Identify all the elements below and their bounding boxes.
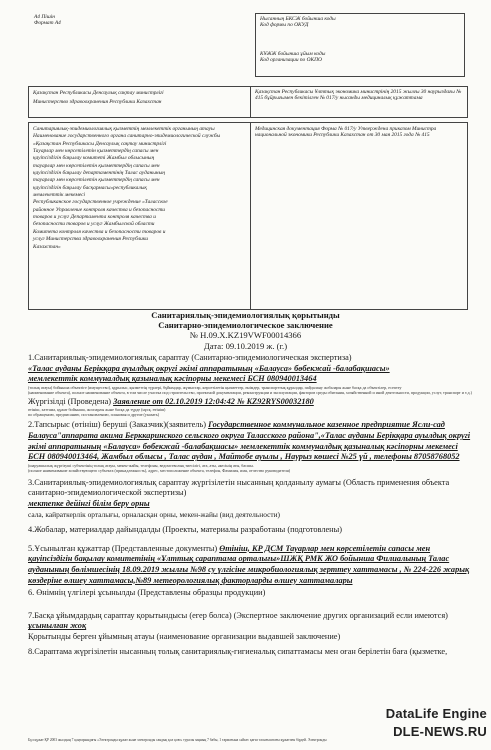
title-ru: Санитарно-эпидемиологическое заключение [158, 320, 333, 331]
s1-note-1: (толық атауы) бойынша объектіге (имущество), құрылыс, қызметтің түрлері, бұйымдар, жүмыстар, көрсетілетін қызметтер, өнімдер, транспорттық құралдар, пайдалану жобалары және басқа да объектілер, есептеу [28, 384, 402, 390]
document-body [28, 353, 474, 658]
ministry-left [28, 86, 251, 118]
organ-line-8: Республиканское государственное учреждение «Таласское [33, 199, 168, 206]
organ-head: Санитариялық-эпидемиологиялық қызметтің мемлекеттік органының атауы [33, 126, 215, 132]
s6-label: 6. Өнімнің үлгілері ұсынылды (Представлены образцы продукции) [28, 588, 266, 598]
organ-line-14: Казахстан» [33, 243, 61, 250]
s1-label: 1.Санитариялық-эпидемиологиялық сараптау (Санитарно-эпидемиологическая экспертиза) [28, 353, 352, 362]
form-label [34, 14, 61, 27]
ministry-right-ru: Медицинская документация Форма № 017/у Утверждена приказом Министра национальной экономики Республики Казахстан от 30 мая 2015 года № 415 [255, 126, 437, 139]
title-date: Дата: 09.10.2019 ж. (г.) [203, 340, 288, 351]
organ-head-ru: Наименование государственного органа санитарно-эпидемиологической службы [33, 133, 221, 140]
watermark-line1: DataLife Engine [385, 706, 487, 721]
s1-reg-value: Заявление от 02.10.2019 12:04:42 № KZ92RYS00032180 [113, 396, 314, 406]
bksj-code: Нысанның БКСЖ бойынша коды [260, 16, 336, 22]
ministry-right [250, 86, 468, 118]
s8-label: 8.Сараптама жүргізілетін нысанның толық санитариялық-гигиеналық сипаттамасы мен оған берілетін баға (қызметке, [28, 647, 448, 657]
s2-value: Государственное коммунальное казенное предприятие Ясли-сад Балауса"аппарата акима Берккаринского сельского округа Таласского района",«Талас ауданы Берікқара ауылдық округі әкімі аппаратының «Балауса» бөбекжай -балабақшасы» мемлекеттік коммуналдық қазыналық кәсіпорны мекемесі БСН 080940013464, Жамбыл облысы , Талас аудан , Майтобе ауылы , Наурыз көшесі №25 үй , телефоны 87058768052 [28, 420, 471, 462]
code-box [255, 13, 465, 77]
organ-line-7: мемлекеттік мекемесі [33, 192, 86, 199]
s2-label: 2.Тапсырыс (өтініш) беруші (Заказчик)(заявитель) [28, 420, 206, 430]
organ-line-13: услуг Министерства здравоохранения Республики [33, 236, 148, 243]
organ-line-12: Комитета контроля качества и безопасности товаров и [33, 228, 166, 235]
s1-reg [28, 397, 474, 408]
s4-label: 4.Жобалар, материалдар дайындалды (Проекты, материалы разработаны (подготовлены) [28, 525, 342, 535]
s3-label: 3.Санитариялық-эпидемиологиялық сараптау жүргізілетін нысанның қолданылу аумағы (Область применения объекта санитарно-эпидемиологической экспертизы) [28, 477, 450, 498]
s7-value: ұсынылған жоқ [28, 621, 87, 631]
s5-label: 5.Ұсынылған құжаттар (Представленные документы) [28, 543, 218, 553]
s1-value-2: мемлекеттік коммуналдық қазыналық кәсіпорны мекемесі БСН 080940013464 [28, 374, 317, 384]
s5 [28, 544, 474, 586]
okpo-code: Код организации по ОКПО [260, 57, 322, 64]
organ-box [28, 122, 251, 310]
watermark-line2: DLE-NEWS.RU [393, 724, 487, 739]
title-number: № Н.09.Х.KZ19VWF00014366 [189, 330, 302, 341]
organ-line-3: тауарлар мен көрсетілетін қызметтердің сапасы мен [33, 162, 160, 169]
organ-line-9: районное Управление контроля качества и безопасности [33, 206, 165, 213]
okud-code: Код формы по ОКУД [260, 22, 309, 29]
s2-note-2: (полное наименование хозяйствующего субъекта (принадлежность), адрес, местоположение объекта, телефон, Фамилия, имя, отчество руководителя) [28, 467, 291, 473]
ministry-left-ru: Министерство здравоохранения Республики Казахстан [33, 99, 162, 106]
title-kz: Санитариялық-эпидемиологиялық қорытынды [151, 310, 340, 320]
s3-note: сала, кайраткерлік орталығы, орналасқан орны, мекен-жайы (вид деятельности) [28, 509, 280, 519]
s1-reg-note-1: өтініш, хаттама, құжат бойынша, жоспарлы және басқа да түрде (нұсқ. өтініш) [28, 407, 166, 413]
s5-value: Өтініш, КР ДСМ Тауарлар мен көрсетілетін сапасы мен қауіпсіздігін бақылау комитетінің «Ұлттық сараптама орталығы»ШЖҚ РМК ЖО бойынша Филиалының Талас ауданының бөлімшесінің 18.09.2019 жылғы №98 су үлгісіне микробиологиялық зерттеу хаттамасы , № 224-226 жарық көздеріне өлшеу хаттамасы,№89 метеорологиялық факторларды өлшеу хаттамалары [28, 543, 470, 585]
ministry-right-kz: Қазақстан Республикасы Ұлттық экономика министрінің 2015 жылғы 30 наурыздағы № 415 бұйрығымен бекітілген № 017/у нысанды медициналық құжаттама [255, 89, 462, 102]
footer-note: Бұл құжат ҚР 2003 жылдың 7 қаңтарындағы «Электронды құжат және электронды сандық қол қою» туралы заңның 7 бабы, 1 тармағына сәйкес қағаз тасығыштағы құжатпен бірдей. Электронды [28, 738, 327, 742]
s7-label: 7.Басқа ұйымдардың сараптау қорытындысы (егер болса) (Экспертное заключение других организаций если имеются) [28, 610, 448, 620]
organ-line-6: қауіпсіздігін бақылау басқармасы»республикалық [33, 184, 147, 191]
kujj-code: КҰЖЖ бойынша ұйым коды [260, 50, 326, 57]
s2-note-1: (шаруашылық жүргізуші субъектінің толық атауы, мекен-жайы, телефоны, ведомстволық тиесілігі, ата, аты, әкесінің аты, басшы. [28, 462, 254, 468]
s1-reg-note-2: по обращению, предписанию, постановлению, плановая и другие (указать) [28, 412, 160, 418]
ministry-left-kz: Қазақстан Республикасы Денсаулық сақтау министрлігі [33, 90, 164, 96]
organ-line-5: тауарлар мен көрсетілетін қызметтердің сапасы мен [33, 177, 160, 184]
organ-line-10: товаров и услуг Департамента контроля качества и [33, 214, 156, 221]
s3-value: мектепке дейінгі білім беру орны [28, 498, 150, 508]
form-kz: А4 Пішін [34, 14, 55, 20]
s1-note-2: (наименование объекта), полное наименование объекта, в том числе участка под строительство, проектной документации, реконструкции и эксплуатации, факторов среды обитания, хозяйственной и иной деятельности, продукции, услуг, транспорт и т.д.) [28, 389, 472, 395]
s1-value-1: «Талас ауданы Берікқара ауылдық округі әкімі аппаратының «Балауса» бөбекжай -балабақшасы» [28, 363, 390, 373]
title-block [0, 310, 491, 351]
medical-doc-box [250, 122, 468, 310]
organ-line-1: Тауарлар мен көрсетілетін қызметтердің сапасы мен [33, 148, 159, 155]
organ-line-11: безопасности товаров и услуг Жамбылской области [33, 221, 155, 228]
organ-line-4: қауіпсіздігін бақылау департаментінің Талас ауданының [33, 170, 165, 177]
s2 [28, 420, 474, 462]
organ-line-2: қауіпсіздігін бақылау комитеті Жамбыл облысының [33, 155, 155, 162]
s1-reg-label: Жүргізілді (Проведена) [28, 396, 112, 406]
s7-sub: Қорытынды берген ұйымның атауы (наименование организации выдавшей заключение) [28, 631, 341, 641]
form-ru: Формат А4 [34, 20, 61, 27]
organ-line-0: «Қазақстан Республикасы Денсаулық сақтау министрлігі [33, 140, 167, 147]
